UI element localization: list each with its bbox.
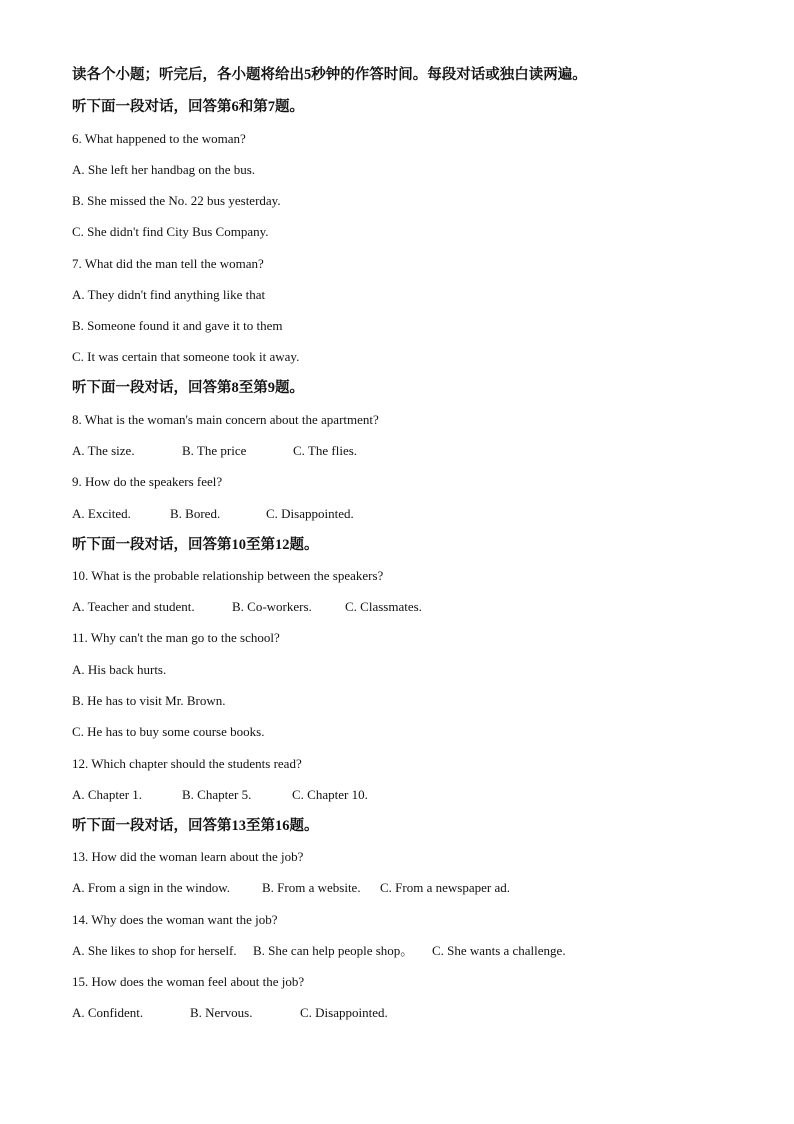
question-13: 13. How did the woman learn about the job?: [72, 849, 304, 864]
section-heading-10-12: 听下面一段对话，回答第10至第12题。: [72, 537, 319, 553]
option-6c: C. She didn't find City Bus Company.: [72, 224, 269, 239]
question-7: 7. What did the man tell the woman?: [72, 256, 264, 271]
section-heading-6-7: 听下面一段对话，回答第6和第7题。: [72, 99, 304, 115]
option-10b: B. Co-workers.: [232, 599, 312, 614]
option-12a: A. Chapter 1.: [72, 787, 143, 802]
option-10c: C. Classmates.: [345, 599, 422, 614]
option-14b: B. She can help people shop。: [253, 943, 414, 958]
option-8c: C. The flies.: [293, 443, 358, 458]
option-9a: A. Excited.: [72, 506, 131, 521]
option-8b: B. The price: [182, 443, 247, 458]
option-14c: C. She wants a challenge.: [432, 943, 566, 958]
option-9b: B. Bored.: [170, 506, 221, 521]
question-14: 14. Why does the woman want the job?: [72, 912, 278, 927]
option-11c: C. He has to buy some course books.: [72, 724, 265, 739]
option-13c: C. From a newspaper ad.: [380, 880, 510, 895]
option-8a: A. The size.: [72, 443, 135, 458]
option-6b: B. She missed the No. 22 bus yesterday.: [72, 193, 281, 208]
option-11b: B. He has to visit Mr. Brown.: [72, 693, 226, 708]
question-12: 12. Which chapter should the students read?: [72, 756, 302, 771]
option-10a: A. Teacher and student.: [72, 599, 195, 614]
option-11a: A. His back hurts.: [72, 662, 167, 677]
listening-instructions: 读各个小题；听完后，各小题将给出5秒钟的作答时间。每段对话或独白读两遍。: [72, 67, 587, 83]
question-6: 6. What happened to the woman?: [72, 131, 246, 146]
question-8: 8. What is the woman's main concern about the apartment?: [72, 412, 379, 427]
option-15a: A. Confident.: [72, 1005, 144, 1020]
question-15: 15. How does the woman feel about the job?: [72, 974, 305, 989]
question-9: 9. How do the speakers feel?: [72, 474, 223, 489]
question-11: 11. Why can't the man go to the school?: [72, 630, 280, 645]
option-9c: C. Disappointed.: [266, 506, 354, 521]
option-15c: C. Disappointed.: [300, 1005, 388, 1020]
section-heading-13-16: 听下面一段对话，回答第13至第16题。: [72, 818, 319, 834]
option-6a: A. She left her handbag on the bus.: [72, 162, 256, 177]
option-15b: B. Nervous.: [190, 1005, 253, 1020]
option-7b: B. Someone found it and gave it to them: [72, 318, 283, 333]
option-7a: A. They didn't find anything like that: [72, 287, 266, 302]
option-13a: A. From a sign in the window.: [72, 880, 231, 895]
option-14a: A. She likes to shop for herself.: [72, 943, 237, 958]
option-13b: B. From a website.: [262, 880, 361, 895]
question-10: 10. What is the probable relationship between the speakers?: [72, 568, 384, 583]
option-12b: B. Chapter 5.: [182, 787, 252, 802]
option-7c: C. It was certain that someone took it away.: [72, 349, 300, 364]
section-heading-8-9: 听下面一段对话，回答第8至第9题。: [72, 380, 304, 396]
option-12c: C. Chapter 10.: [292, 787, 368, 802]
